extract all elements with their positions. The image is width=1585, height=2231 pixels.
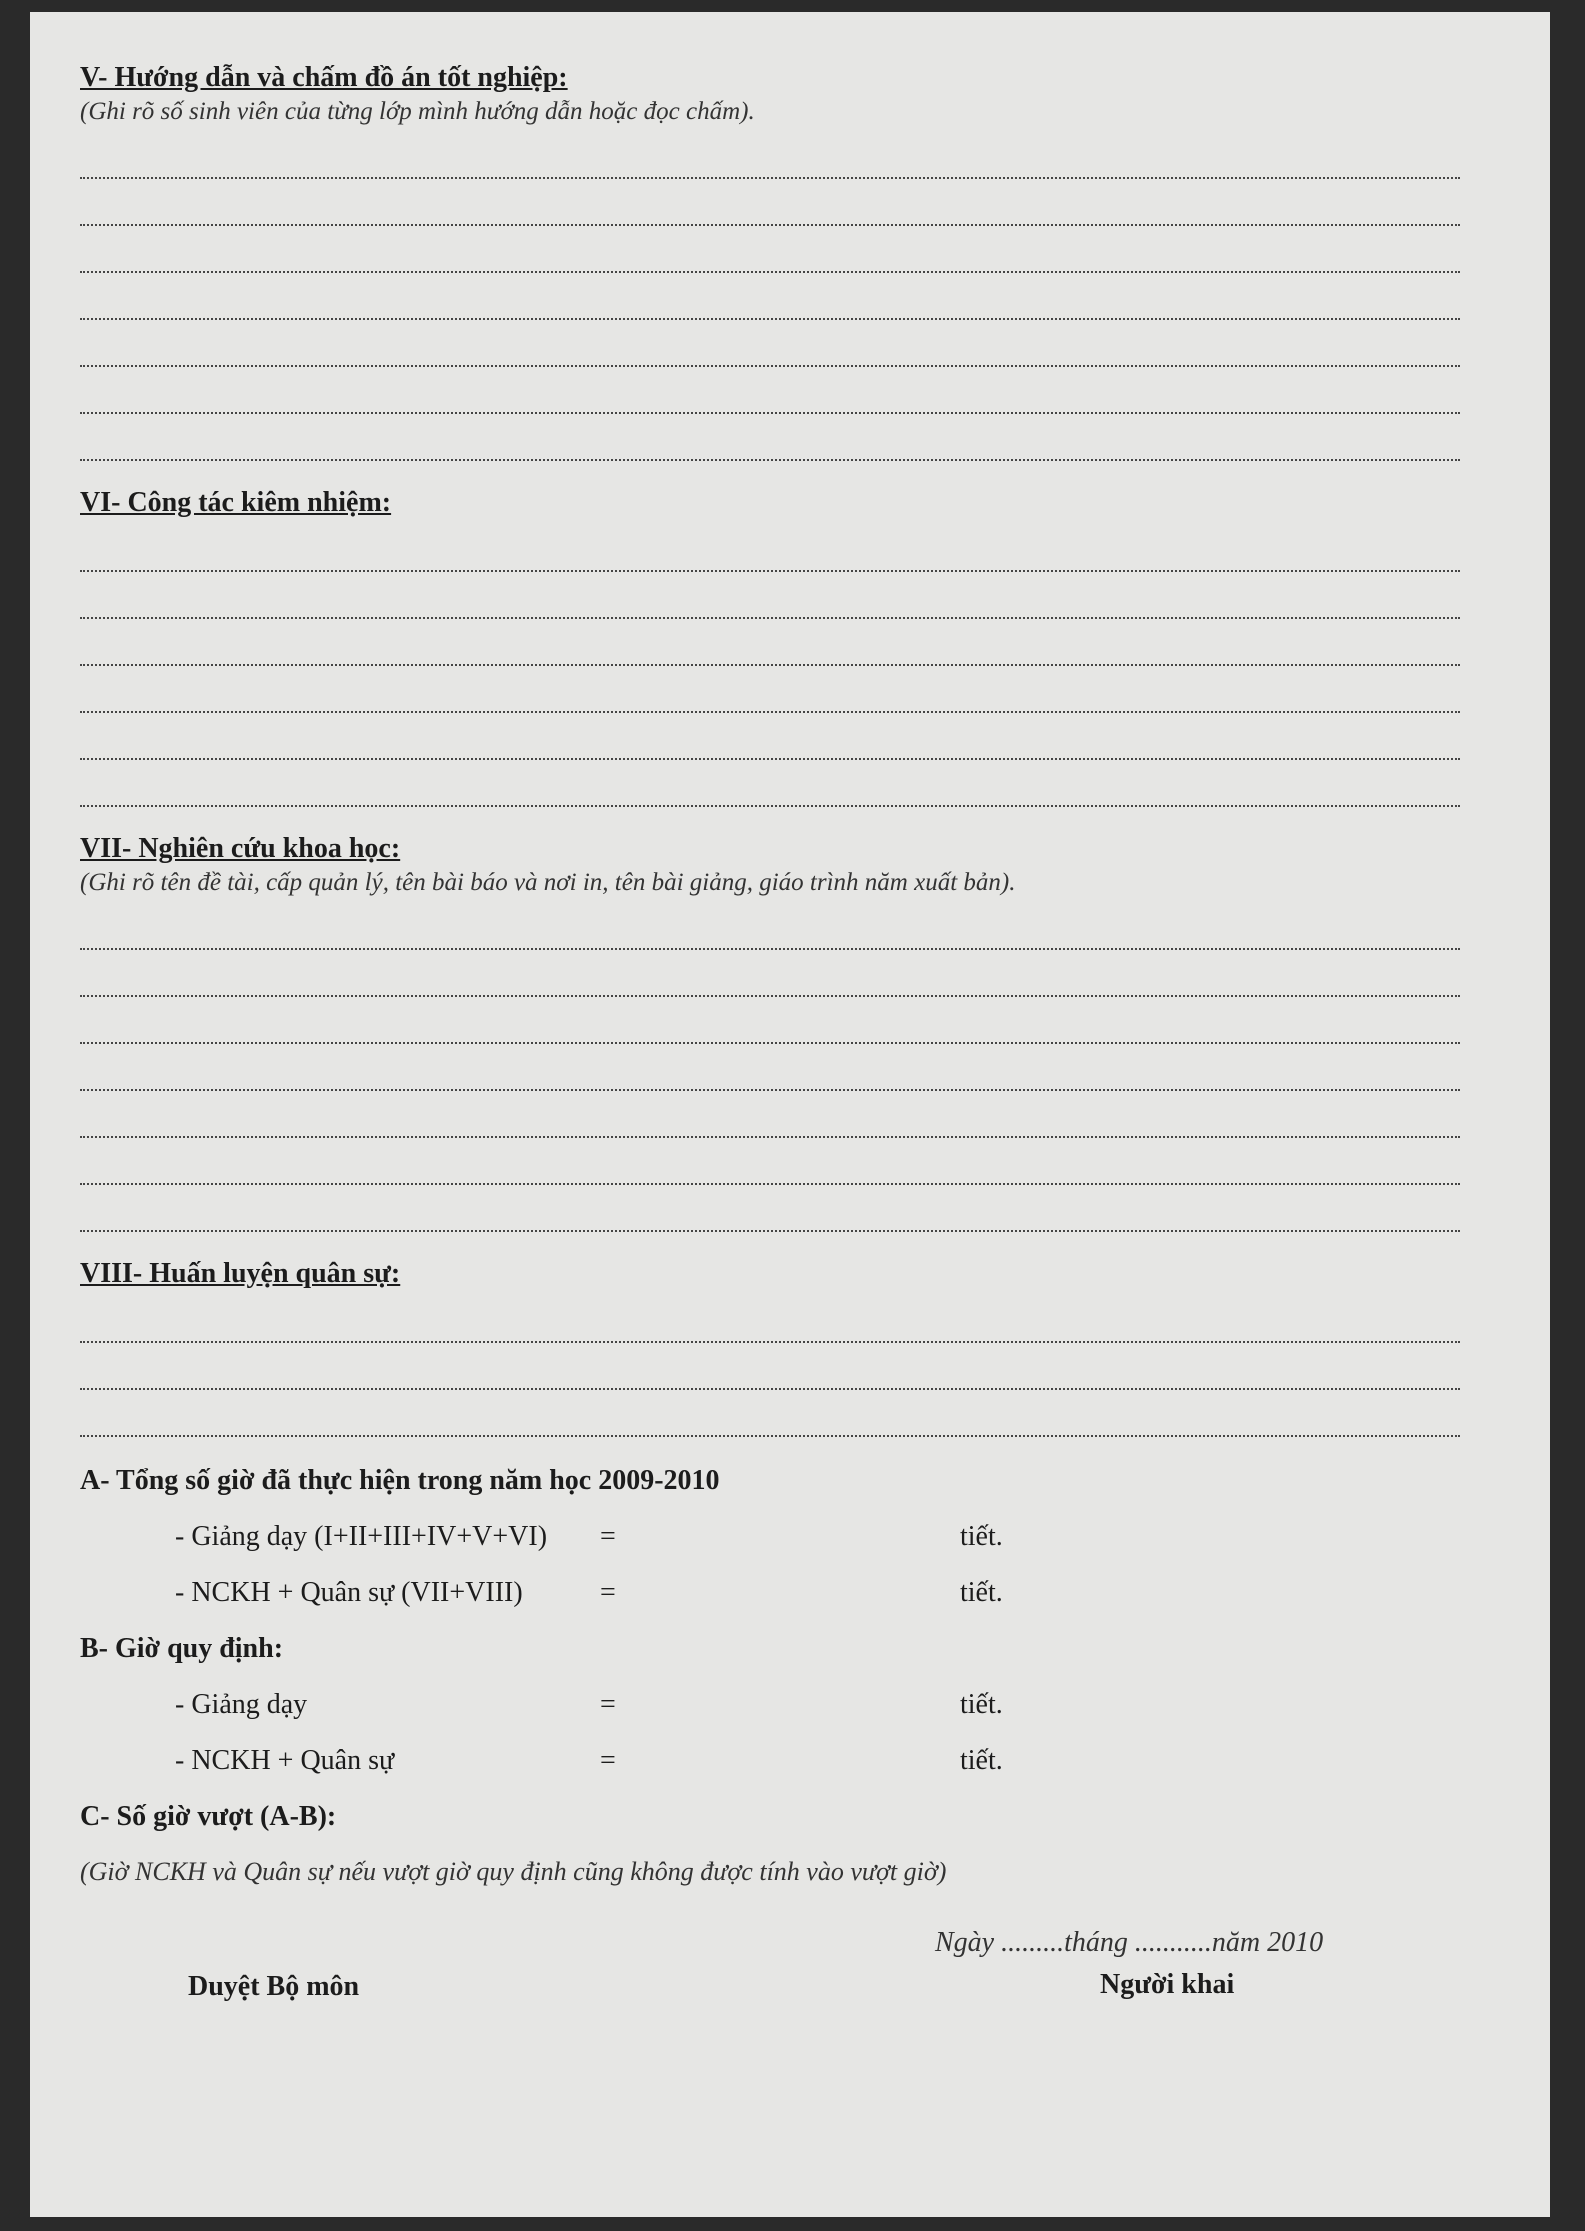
row-label: - Giảng dạy	[175, 1689, 308, 1720]
fill-line[interactable]	[80, 760, 1460, 807]
fill-line[interactable]	[80, 273, 1460, 320]
fill-line[interactable]	[80, 179, 1460, 226]
fill-line[interactable]	[80, 1296, 1460, 1343]
fill-line[interactable]	[80, 1343, 1460, 1390]
summary-row	[80, 1745, 1460, 1777]
section-v	[80, 62, 1460, 461]
fill-lines	[80, 903, 1460, 1232]
fill-line[interactable]	[80, 414, 1460, 461]
fill-line[interactable]	[80, 132, 1460, 179]
row-unit: tiết.	[960, 1689, 1003, 1720]
fill-line[interactable]	[80, 997, 1460, 1044]
signature-block	[80, 1927, 1460, 2067]
row-unit: tiết.	[960, 1521, 1003, 1552]
summary-b-heading: B- Giờ quy định:	[80, 1633, 284, 1664]
summary-a-heading: A- Tổng số giờ đã thực hiện trong năm học 2009-2010	[80, 1465, 720, 1496]
section-heading: VIII- Huấn luyện quân sự:	[80, 1258, 401, 1289]
section-heading: VII- Nghiên cứu khoa học:	[80, 833, 401, 864]
fill-line[interactable]	[80, 226, 1460, 273]
date-line[interactable]: Ngày .........tháng ...........năm 2010	[935, 1927, 1324, 1958]
summary-row	[80, 1521, 1460, 1553]
fill-line[interactable]	[80, 713, 1460, 760]
fill-line[interactable]	[80, 619, 1460, 666]
fill-line[interactable]	[80, 320, 1460, 367]
section-heading: V- Hướng dẫn và chấm đồ án tốt nghiệp:	[80, 62, 568, 93]
hours-summary	[80, 1465, 1460, 1887]
section-note: (Ghi rõ số sinh viên của từng lớp mình hướng dẫn hoặc đọc chấm).	[80, 98, 755, 125]
summary-c-note: (Giờ NCKH và Quân sự nếu vượt giờ quy định cũng không được tính vào vượt giờ)	[80, 1857, 947, 1886]
row-equals[interactable]: =	[600, 1577, 616, 1608]
row-label: - Giảng dạy (I+II+III+IV+V+VI)	[175, 1521, 548, 1552]
row-unit: tiết.	[960, 1745, 1003, 1776]
row-equals[interactable]: =	[600, 1521, 616, 1552]
section-vi	[80, 487, 1460, 807]
section-note: (Ghi rõ tên đề tài, cấp quản lý, tên bài báo và nơi in, tên bài giảng, giáo trình năm xuất bản).	[80, 869, 1016, 896]
fill-line[interactable]	[80, 666, 1460, 713]
fill-line[interactable]	[80, 1044, 1460, 1091]
summary-row	[80, 1689, 1460, 1721]
fill-line[interactable]	[80, 1185, 1460, 1232]
signer-label: Người khai	[1100, 1969, 1235, 2000]
fill-line[interactable]	[80, 525, 1460, 572]
row-label: - NCKH + Quân sự	[175, 1745, 395, 1776]
fill-line[interactable]	[80, 367, 1460, 414]
row-equals[interactable]: =	[600, 1689, 616, 1720]
approver-label: Duyệt Bộ môn	[188, 1971, 360, 2002]
section-vii	[80, 833, 1460, 1232]
fill-lines	[80, 132, 1460, 461]
row-unit: tiết.	[960, 1577, 1003, 1608]
row-label: - NCKH + Quân sự (VII+VIII)	[175, 1577, 523, 1608]
fill-line[interactable]	[80, 1390, 1460, 1437]
summary-row	[80, 1577, 1460, 1609]
summary-c-heading: C- Số giờ vượt (A-B):	[80, 1801, 337, 1832]
section-heading: VI- Công tác kiêm nhiệm:	[80, 487, 392, 518]
fill-lines	[80, 1296, 1460, 1437]
fill-line[interactable]	[80, 1091, 1460, 1138]
fill-line[interactable]	[80, 903, 1460, 950]
section-viii	[80, 1258, 1460, 1437]
fill-line[interactable]	[80, 950, 1460, 997]
form-page	[30, 12, 1550, 2217]
fill-lines	[80, 525, 1460, 807]
row-equals[interactable]: =	[600, 1745, 616, 1776]
fill-line[interactable]	[80, 572, 1460, 619]
fill-line[interactable]	[80, 1138, 1460, 1185]
